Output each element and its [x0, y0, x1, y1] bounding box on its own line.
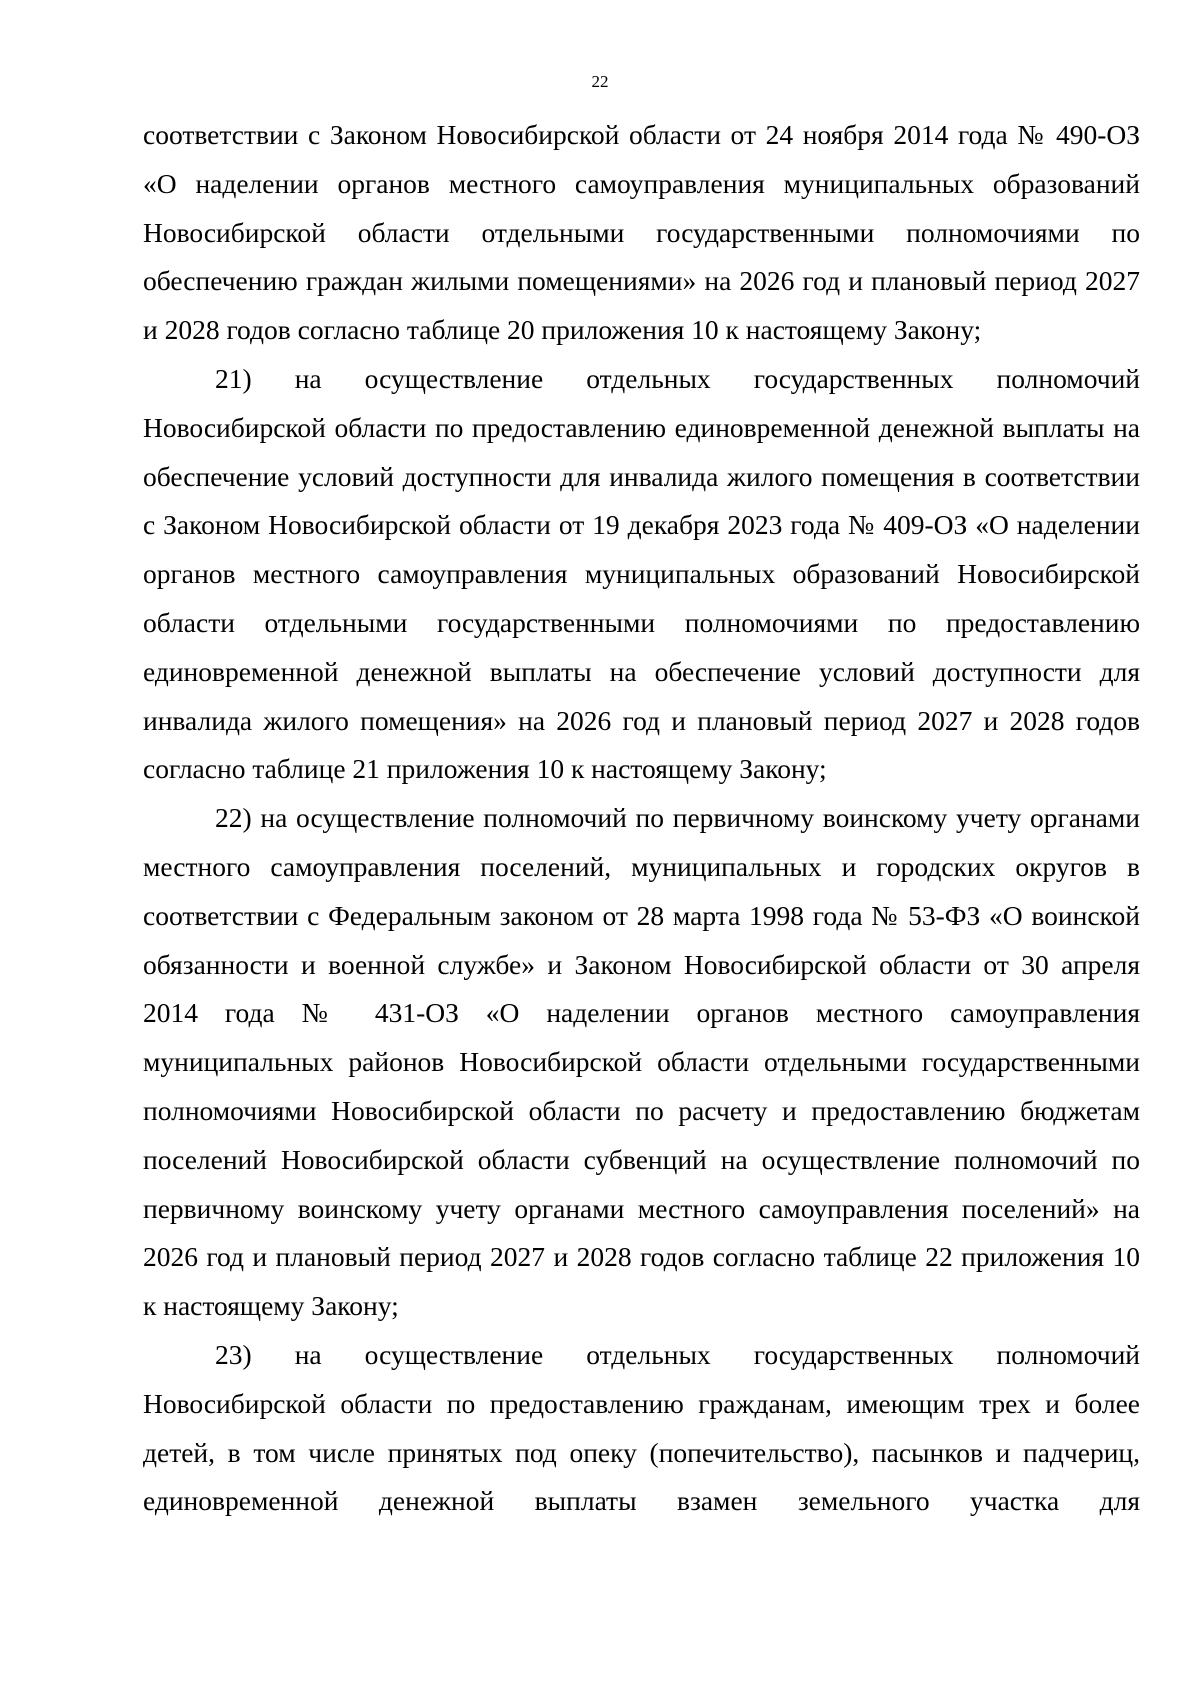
paragraph-item-21: 21) на осуществление отдельных государственных полномочий Новосибирской области по предоставлению единовременной денежной выплаты на обеспечение условий доступности для инвалида жилого помещения в соответствии с Законом Новосибирской области от 19 декабря 2023 года № 409-ОЗ «О наделении органов местного самоуправления муниципальных образований Новосибирской области отдельными государственными полномочиями по предоставлению единовременной денежной выплаты на обеспечение условий доступности для инвалида жилого помещения» на 2026 год и плановый период 2027 и 2028 годов согласно таблице 21 приложения 10 к настоящему Закону; [143, 362, 1140, 785]
paragraph-continuation: соответствии с Законом Новосибирской области от 24 ноября 2014 года № 490-ОЗ «О наделении органов местного самоуправления муниципальных образований Новосибирской области отдельными государственными полномочиями по обеспечению граждан жилыми помещениями» на 2026 год и плановый период 2027 и 2028 годов согласно таблице 20 приложения 10 к настоящему Закону; [143, 119, 1140, 346]
paragraph-item-22: 22) на осуществление полномочий по первичному воинскому учету органами местного самоуправления поселений, муниципальных и городских округов в соответствии с Федеральным законом от 28 марта 1998 года № 53-ФЗ «О воинской обязанности и военной службе» и Законом Новосибирской области от 30 апреля 2014 года № 431-ОЗ «О наделении органов местного самоуправления муниципальных районов Новосибирской области отдельными государственными полномочиями Новосибирской области по расчету и предоставлению бюджетам поселений Новосибирской области субвенций на осуществление полномочий по первичному воинскому учету органами местного самоуправления поселений» на 2026 год и плановый период 2027 и 2028 годов согласно таблице 22 приложения 10 к настоящему Закону; [143, 802, 1140, 1322]
document-body [143, 111, 1140, 1526]
page-number: 22 [591, 72, 609, 91]
paragraph-item-23: 23) на осуществление отдельных государственных полномочий Новосибирской области по предоставлению гражданам, имеющим трех и более детей, в том числе принятых под опеку (попечительство), пасынков и падчериц, единовременной денежной выплаты взамен земельного участка для [143, 1338, 1140, 1517]
